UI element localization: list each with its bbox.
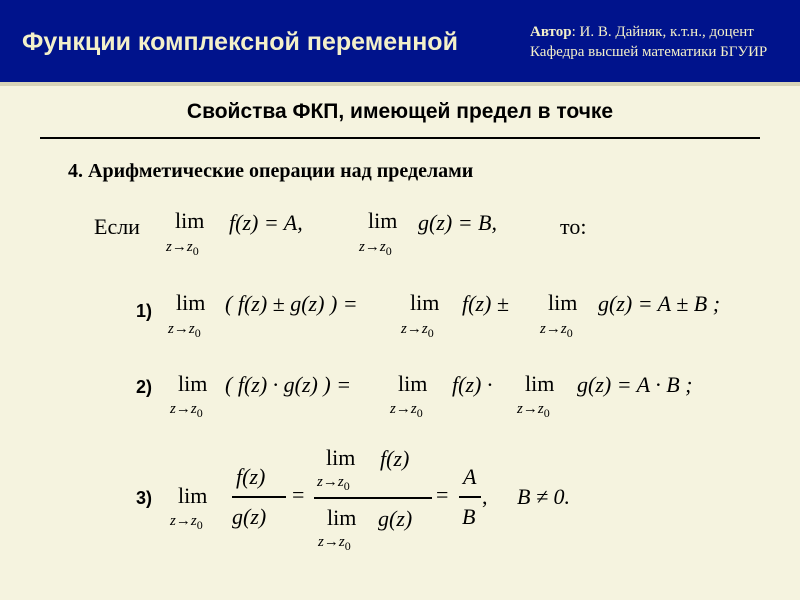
premise-lim-f: lim (175, 208, 205, 233)
premise-then: то: (560, 214, 587, 239)
rule3-condition: B ≠ 0. (517, 484, 571, 509)
rule3-num-sub (317, 475, 350, 492)
subscript-text: z→z (318, 534, 345, 550)
subscript-zero: 0 (427, 326, 434, 340)
subscript-zero: 0 (566, 326, 573, 340)
header-title: Функции комплексной переменной (22, 28, 458, 56)
rule1-sub3 (540, 322, 573, 339)
subscript-zero: 0 (416, 406, 423, 420)
rule1-expr2: f(z) ± (462, 291, 509, 316)
rule1-lim1: lim (176, 290, 206, 315)
premise-sub-f (166, 240, 199, 257)
header-bar (0, 0, 800, 82)
subscript-zero: 0 (194, 326, 201, 340)
rule2-sub1 (170, 402, 203, 419)
rule3-main-fraction-bar (314, 497, 432, 499)
subscript-text: z→z (401, 321, 428, 337)
subscript-zero: 0 (344, 539, 351, 553)
rule3-frac2-denominator: B (462, 504, 476, 529)
premise-lim-g: lim (368, 208, 398, 233)
rule1-expr1: ( f(z) ± g(z) ) = (225, 291, 358, 316)
rule1-sub1 (168, 322, 201, 339)
rule3-frac2-numerator: A (463, 464, 477, 489)
premise-expr-g: g(z) = B, (418, 210, 497, 235)
rule2-expr1: ( f(z) · g(z) ) = (225, 372, 352, 397)
subscript-zero: 0 (385, 244, 392, 258)
rule2-expr3: g(z) = A · B ; (577, 372, 693, 397)
subscript-text: z→z (517, 401, 544, 417)
rule3-lim1: lim (178, 483, 208, 508)
subscript-text: z→z (168, 321, 195, 337)
header-divider (0, 82, 800, 86)
subscript-text: z→z (390, 401, 417, 417)
subscript-text: z→z (170, 513, 197, 529)
author-label: Автор (530, 24, 572, 40)
author-block (530, 22, 767, 62)
rule2-lim3: lim (525, 371, 555, 396)
rule3-label: 3) (136, 488, 153, 508)
rule2-sub3 (517, 402, 550, 419)
rule3-num-lim: lim (326, 445, 356, 470)
rule3-frac1-numerator: f(z) (236, 464, 266, 489)
subscript-text: z→z (166, 239, 193, 255)
rule3-eq2: = (436, 482, 449, 507)
premise-expr-f: f(z) = A, (229, 210, 303, 235)
rule3-eq1: = (292, 482, 305, 507)
subscript-text: z→z (540, 321, 567, 337)
rule2-label: 2) (136, 377, 153, 397)
section-heading: 4. Арифметические операции над пределами (68, 160, 474, 182)
subscript-zero: 0 (196, 518, 203, 532)
rule2-expr2: f(z) · (452, 372, 493, 397)
rule3-frac1-bar (232, 496, 286, 498)
subscript-zero: 0 (343, 479, 350, 493)
premise-if: Если (94, 214, 140, 239)
premise-sub-g (359, 240, 392, 257)
rule1-sub2 (401, 322, 434, 339)
subscript-zero: 0 (543, 406, 550, 420)
subscript-text: z→z (170, 401, 197, 417)
rule3-sub1 (170, 514, 203, 531)
rule2-sub2 (390, 402, 423, 419)
rule3-frac1-denominator: g(z) (232, 504, 267, 529)
subscript-text: z→z (317, 474, 344, 490)
rule3-den-lim: lim (327, 505, 357, 530)
subscript-text: z→z (359, 239, 386, 255)
author-text: : И. В. Дайняк, к.т.н., доцент (571, 24, 754, 40)
rule3-comma: , (482, 484, 488, 509)
rule1-label: 1) (136, 301, 153, 321)
subscript-zero: 0 (192, 244, 199, 258)
rule1-lim3: lim (548, 290, 578, 315)
rule3-num-expr: f(z) (380, 446, 410, 471)
subtitle-divider (40, 137, 760, 139)
rule2-lim2: lim (398, 371, 428, 396)
rule2-lim1: lim (178, 371, 208, 396)
rule1-expr3: g(z) = A ± B ; (598, 291, 721, 316)
rule3-frac2-bar (459, 496, 481, 498)
rule1-lim2: lim (410, 290, 440, 315)
subscript-zero: 0 (196, 406, 203, 420)
rule3-den-expr: g(z) (378, 506, 413, 531)
slide-subtitle: Свойства ФКП, имеющей предел в точке (186, 100, 614, 123)
author-line (530, 22, 767, 42)
rule3-den-sub (318, 535, 351, 552)
department-line: Кафедра высшей математики БГУИР (530, 44, 768, 60)
